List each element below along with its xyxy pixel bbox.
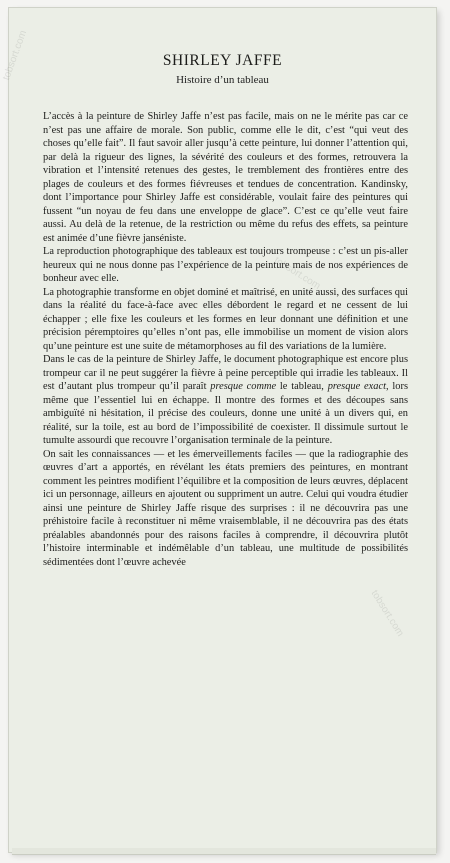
watermark: tobsort.com — [368, 588, 406, 639]
paragraph: Dans le cas de la peinture de Shirley Jaffe, le document photographique est encore plus trompeur car il ne peut suggérer la fièvre à peine perceptible qui irradie les tableaux. Il est d’autant plus trompeur qu’il paraît presque comme le tableau, presque exact, lors même que l’essentiel lui en échappe. Il montre des formes et des découpes sans ambiguïté ni hésitation, il précise des couleurs, donne une unité à un divers qui, en réalité, sur la toile, est au bord de l’impossibilité de coexister. Il dissimule surtout le tumulte assourdi que recouvre l’organisation terminale de la peinture. — [43, 354, 408, 446]
paragraph: La reproduction photographique des tableaux est toujours trompeuse : c’est un pis-aller heureux qui ne nous donne pas l’expérience de la peinture mais de nos expériences de bonheur avec elle. — [43, 246, 408, 284]
paragraph: La photographie transforme en objet dominé et maîtrisé, en unité aussi, des surfaces qui dans la réalité du face-à-face avec elles débordent le regard et ne cessent de lui échapper ; elle fixe les couleurs et les formes en leur donnant une définition et une précision péremptoires qu’elles n’ont pas, elle immobilise un moment de vision alors qu’une peinture est une suite de métamorphoses au fil des variations de la lumière. — [43, 286, 409, 352]
watermark: tobsort.com — [1, 28, 30, 82]
watermark: tobsort.com — [272, 254, 323, 293]
leaflet-page — [1, 8, 436, 852]
paragraph: L’accès à la peinture de Shirley Jaffe n’est pas facile, mais on ne le mérite pas car ce n’est pas une affaire de morale. Son public, comme elle le dit, c’est “qui veut des choses qu’elle fait”. Il faut savoir aller jusqu’à cette peinture, lui donner l’attention qui, par delà la rigueur des lignes, la sévérité des couleurs et des formes, retrouvera la vibration et l’intensité retenues des gestes, le tremblement des frontières entre des plages de couleurs et des formes fiévreuses et tendues de concentration. Kandinsky, dont l’importance pour Shirley Jaffe est considérable, voulait faire des peintures qui fussent “un noyau de feu dans une enveloppe de glace”. C’est ce qu’elle veut faire aussi. Au delà de la retenue, de la restriction ou même du refus des effets, sa peinture est animée d’une fièvre janséniste. — [43, 111, 408, 244]
paper-edge — [12, 848, 436, 855]
italic-phrase: presque exact — [327, 381, 386, 392]
essay-body — [43, 110, 408, 569]
page-title: SHIRLEY JAFFE — [162, 52, 283, 69]
italic-phrase: presque comme — [210, 381, 277, 392]
page-subtitle: Histoire d’un tableau — [176, 74, 269, 86]
paragraph: On sait les connaissances — et les émerveillements faciles — que la radiographie des œuvres d’art a apportés, en révélant les états premiers des peintures, en montrant comment les peintres modifient l’équilibre et la composition de leurs œuvres, déplacent ici un personnage, ailleurs en ajoutent ou suppriment un autre. Celui qui voudra étudier ainsi une peinture de Shirley Jaffe risque des surprises : il ne découvrira pas une préhistoire facile à reconstituer ni même vraisemblable, il ne découvrira pas des états préalables abandonnés pour des raisons faciles à comprendre, il découvrira plutôt l’histoire interminable et indémêlable d’un tableau, une multitude de possibilités sédimentées dont l’œuvre achevée — [43, 448, 408, 568]
